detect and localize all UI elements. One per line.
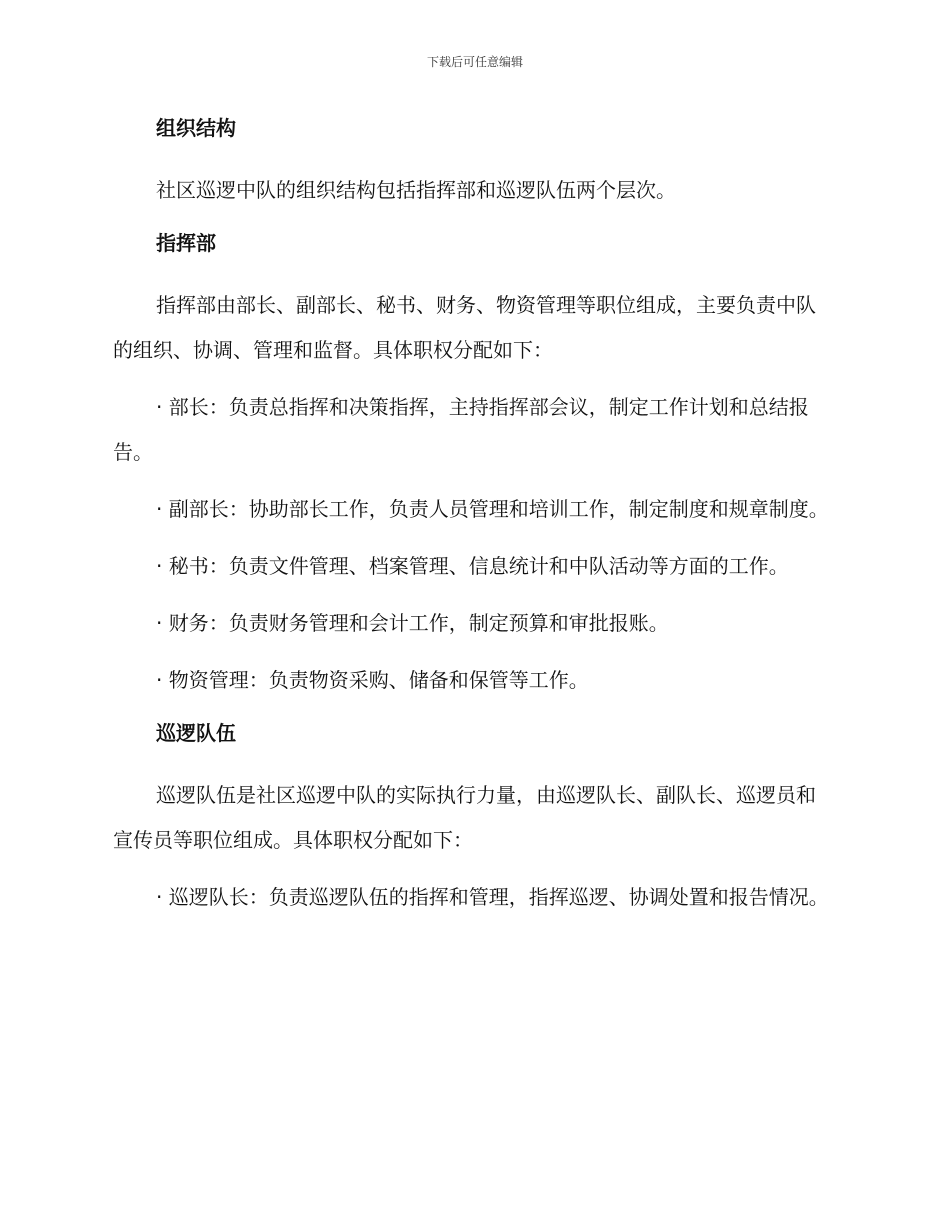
command-item-materials: · 物资管理：负责物资采购、储备和保管等工作。 [156, 668, 589, 692]
document-body [113, 110, 833, 932]
section-heading-organization: 组织结构 [156, 116, 236, 140]
command-intro-paragraph: 指挥部由部长、副部长、秘书、财务、物资管理等职位组成，主要负责中队的组织、协调、管理和监督。具体职权分配如下： [113, 293, 816, 362]
patrol-item-captain: · 巡逻队长：负责巡逻队伍的指挥和管理，指挥巡逻、协调处置和报告情况。 [156, 885, 829, 909]
organization-intro-paragraph: 社区巡逻中队的组织结构包括指挥部和巡逻队伍两个层次。 [156, 178, 676, 202]
patrol-intro-paragraph: 巡逻队伍是社区巡逻中队的实际执行力量，由巡逻队长、副队长、巡逻员和宣传员等职位组成。具体职权分配如下： [113, 783, 816, 852]
page-header: 下载后可任意编辑 [426, 55, 523, 69]
section-heading-patrol-team: 巡逻队伍 [156, 721, 236, 745]
section-heading-command: 指挥部 [156, 231, 216, 255]
command-item-finance: · 财务：负责财务管理和会计工作，制定预算和审批报账。 [156, 611, 669, 635]
command-item-secretary: · 秘书：负责文件管理、档案管理、信息统计和中队活动等方面的工作。 [156, 554, 789, 578]
command-item-deputy-minister: · 副部长：协助部长工作，负责人员管理和培训工作，制定制度和规章制度。 [156, 497, 829, 521]
command-item-minister: · 部长：负责总指挥和决策指挥，主持指挥部会议，制定工作计划和总结报告。 [113, 395, 809, 464]
